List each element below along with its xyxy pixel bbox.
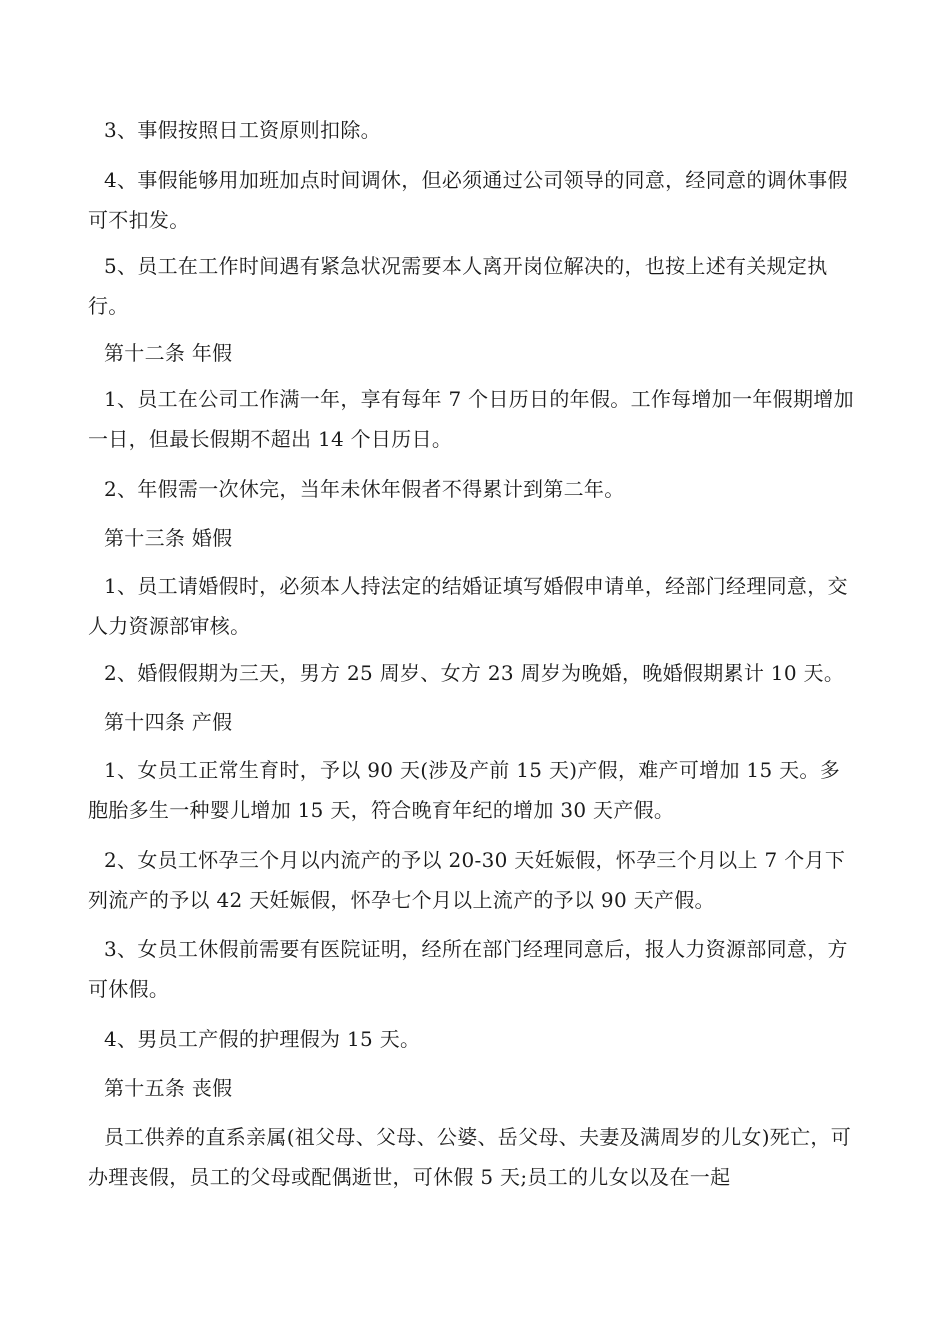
maternity-leave-item-2: 2、女员工怀孕三个月以内流产的予以 20-30 天妊娠假，怀孕三个月以上 7 个月下列流产的予以 42 天妊娠假，怀孕七个月以上流产的予以 90 天产假。 [88, 848, 846, 912]
paragraph-item-3: 3、事假按照日工资原则扣除。 [104, 118, 381, 142]
maternity-leave-item-1: 1、女员工正常生育时，予以 90 天(涉及产前 15 天)产假，难产可增加 15 天。多胞胎多生一种婴儿增加 15 天，符合晚育年纪的增加 30 天产假。 [88, 758, 841, 822]
article-14-heading: 第十四条 产假 [104, 710, 233, 734]
marriage-leave-item-1: 1、员工请婚假时，必须本人持法定的结婚证填写婚假申请单，经部门经理同意，交人力资源部审核。 [88, 574, 848, 638]
annual-leave-item-1: 1、员工在公司工作满一年，享有每年 7 个日历日的年假。工作每增加一年假期增加一日，但最长假期不超出 14 个日历日。 [88, 387, 854, 451]
article-13-heading: 第十三条 婚假 [104, 526, 233, 550]
paragraph-item-4: 4、事假能够用加班加点时间调休，但必须通过公司领导的同意，经同意的调休事假可不扣发。 [88, 168, 848, 232]
paragraph-item-5: 5、员工在工作时间遇有紧急状况需要本人离开岗位解决的，也按上述有关规定执行。 [88, 254, 828, 318]
article-15-heading: 第十五条 丧假 [104, 1076, 233, 1100]
maternity-leave-item-4: 4、男员工产假的护理假为 15 天。 [104, 1027, 421, 1051]
bereavement-leave-paragraph: 员工供养的直系亲属(祖父母、父母、公婆、岳父母、夫妻及满周岁的儿女)死亡，可办理丧假，员工的父母或配偶逝世，可休假 5 天;员工的儿女以及在一起 [88, 1125, 852, 1189]
marriage-leave-item-2: 2、婚假假期为三天，男方 25 周岁、女方 23 周岁为晚婚，晚婚假期累计 10 天。 [104, 661, 845, 685]
article-12-heading: 第十二条 年假 [104, 341, 233, 365]
annual-leave-item-2: 2、年假需一次休完，当年未休年假者不得累计到第二年。 [104, 477, 625, 501]
maternity-leave-item-3: 3、女员工休假前需要有医院证明，经所在部门经理同意后，报人力资源部同意，方可休假。 [88, 937, 848, 1001]
